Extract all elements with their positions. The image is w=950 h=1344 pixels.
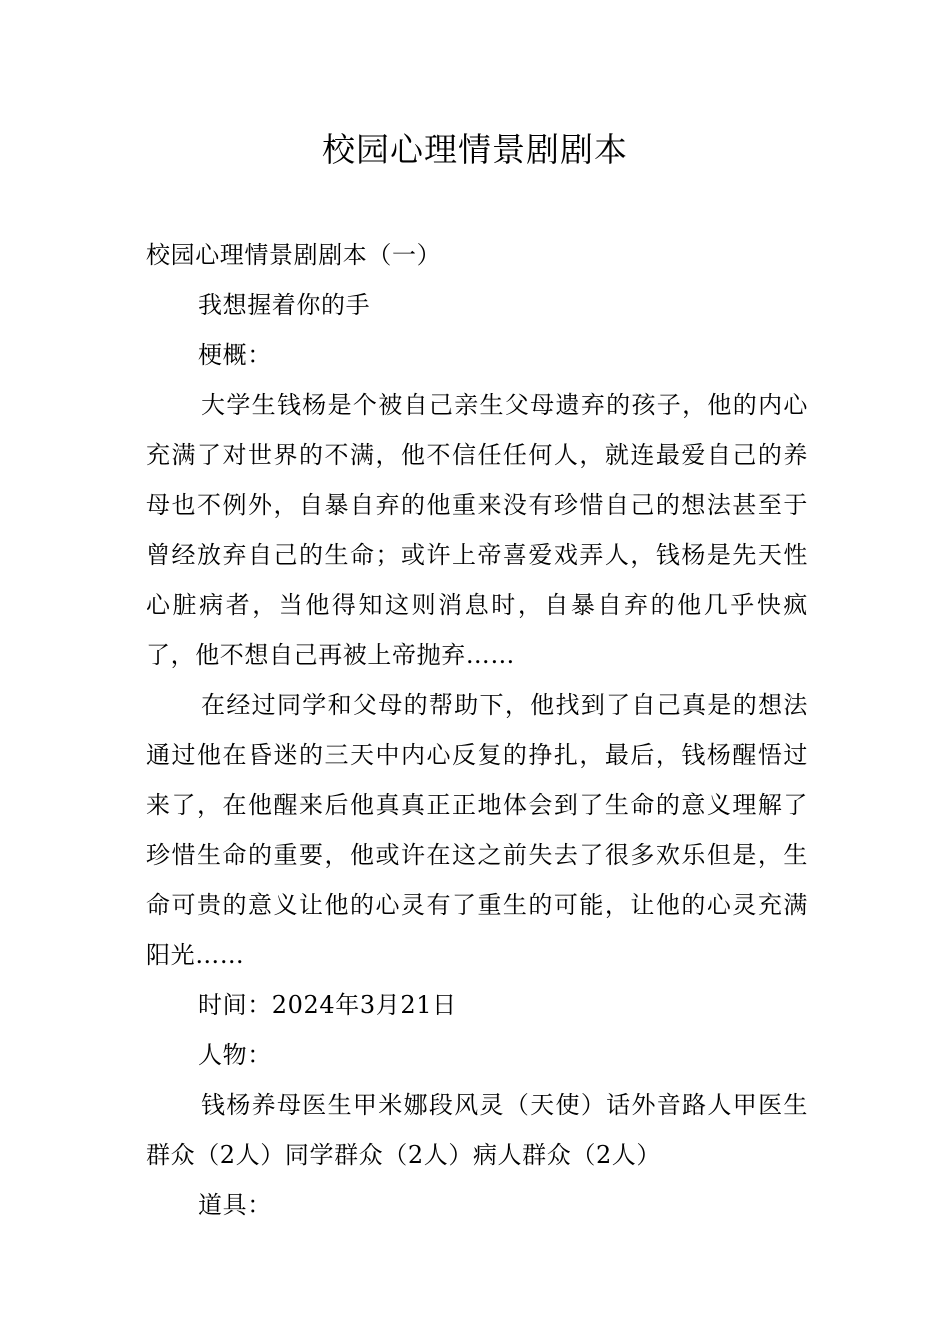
- synopsis-paragraph-1: 大学生钱杨是个被自己亲生父母遗弃的孩子，他的内心充满了对世界的不满，他不信任任何人，就连最爱自己的养母也不例外，自暴自弃的他重来没有珍惜自己的想法甚至于曾经放弃自己的生命；或许上帝喜爱戏弄人，钱杨是先天性心脏病者，当他得知这则消息时，自暴自弃的他几乎快疯了，他不想自己再被上帝抛弃……: [146, 391, 808, 669]
- section-heading: 校园心理情景剧剧本（一）: [146, 241, 442, 269]
- characters-list: 钱杨养母医生甲米娜段风灵（天使）话外音路人甲医生群众（2人）同学群众（2人）病人群众（2人）: [146, 1091, 808, 1169]
- document-body: [146, 230, 808, 1230]
- characters-label: 人物：: [198, 1041, 272, 1069]
- document-title: 校园心理情景剧剧本: [322, 130, 628, 169]
- synopsis-label: 梗概：: [198, 341, 272, 369]
- time-line: 时间：2024年3月21日: [198, 991, 457, 1019]
- synopsis-paragraph-2: 在经过同学和父母的帮助下，他找到了自己真是的想法通过他在昏迷的三天中内心反复的挣扎，最后，钱杨醒悟过来了，在他醒来后他真真正正地体会到了生命的意义理解了珍惜生命的重要，他或许在这之前失去了很多欢乐但是，生命可贵的意义让他的心灵有了重生的可能，让他的心灵充满阳光……: [146, 691, 808, 969]
- play-title: 我想握着你的手: [198, 291, 371, 319]
- props-label: 道具：: [198, 1191, 272, 1219]
